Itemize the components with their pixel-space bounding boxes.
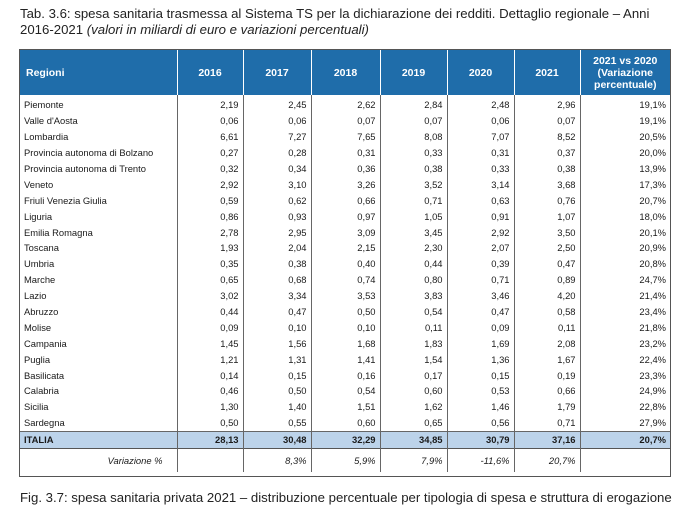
table-row: [20, 208, 670, 224]
table-row: [20, 113, 670, 129]
table-title: Tab. 3.6: spesa sanitaria trasmessa al Sistema TS per la dichiarazione dei redditi. Dettaglio regionale – Anni 2016-2021: [20, 6, 650, 37]
header-cell: 2019: [380, 50, 447, 95]
region-name-cell: Toscana: [20, 240, 177, 256]
value-cell: 4,20: [514, 288, 580, 304]
value-cell: 24,7%: [639, 274, 666, 286]
region-name-cell: Emilia Romagna: [20, 224, 177, 240]
value-cell: 0,68: [243, 272, 311, 288]
value-cell: 3,53: [311, 288, 380, 304]
value-cell: 0,91: [447, 208, 514, 224]
variation-row-box: [19, 446, 671, 477]
value-cell: 24,9%: [639, 385, 666, 397]
value-cell: 1,21: [177, 351, 243, 367]
value-cell: 1,62: [380, 399, 447, 415]
value-cell: 2,62: [311, 95, 380, 113]
value-cell: 0,35: [177, 256, 243, 272]
total-value-cell: 30,48: [243, 431, 311, 448]
table-row: [20, 224, 670, 240]
header-cell: 2016: [177, 50, 243, 95]
value-cell: 1,45: [177, 335, 243, 351]
value-cell: 0,09: [177, 319, 243, 335]
value-cell: 22,4%: [639, 353, 666, 365]
value-cell: 0,06: [447, 113, 514, 129]
value-cell: 0,37: [514, 145, 580, 161]
value-cell: 17,3%: [639, 178, 666, 190]
variation-label: Variazione %: [20, 446, 177, 472]
value-cell: 20,9%: [639, 242, 666, 254]
value-cell: 1,83: [380, 335, 447, 351]
table-row: [20, 319, 670, 335]
region-name-cell: Abruzzo: [20, 304, 177, 320]
value-cell: 1,67: [514, 351, 580, 367]
value-cell: 0,15: [447, 367, 514, 383]
value-cell: 0,44: [177, 304, 243, 320]
value-cell: 0,10: [243, 319, 311, 335]
value-cell: 20,8%: [639, 258, 666, 270]
value-cell: 0,31: [311, 145, 380, 161]
table-row: [20, 288, 670, 304]
value-cell: 18,0%: [639, 210, 666, 222]
value-cell: 0,09: [447, 319, 514, 335]
value-cell: 0,16: [311, 367, 380, 383]
header-cell: 2017: [243, 50, 311, 95]
value-cell: 21,4%: [639, 290, 666, 302]
value-cell: 0,15: [243, 367, 311, 383]
value-cell: 0,33: [380, 145, 447, 161]
value-cell: 1,36: [447, 351, 514, 367]
value-cell: 2,92: [447, 224, 514, 240]
value-cell: 0,06: [177, 113, 243, 129]
value-cell: 0,10: [311, 319, 380, 335]
value-cell: 0,86: [177, 208, 243, 224]
value-cell: 20,0%: [639, 147, 666, 159]
value-cell: 0,93: [243, 208, 311, 224]
table-row: [20, 335, 670, 351]
value-cell: 1,31: [243, 351, 311, 367]
value-cell: 0,71: [447, 272, 514, 288]
value-cell: 2,04: [243, 240, 311, 256]
table-caption: [20, 6, 670, 38]
value-cell: 13,9%: [639, 163, 666, 174]
value-cell: 0,76: [514, 192, 580, 208]
value-cell: 0,58: [514, 304, 580, 320]
region-name-cell: Molise: [20, 319, 177, 335]
value-cell: 1,46: [447, 399, 514, 415]
value-cell: 2,45: [243, 95, 311, 113]
variation-row: [20, 446, 670, 472]
header-cell: 2020: [447, 50, 514, 95]
value-cell: 1,30: [177, 399, 243, 415]
value-cell: 0,14: [177, 367, 243, 383]
region-name-cell: Marche: [20, 272, 177, 288]
value-cell: 0,71: [380, 192, 447, 208]
region-name-cell: Umbria: [20, 256, 177, 272]
value-cell: 2,84: [380, 95, 447, 113]
table-row: [20, 145, 670, 161]
value-cell: 7,07: [447, 129, 514, 145]
value-cell: 0,40: [311, 256, 380, 272]
regional-spending-table: [19, 49, 671, 449]
value-cell: 20,5%: [639, 131, 666, 143]
region-name-cell: Provincia autonoma di Trento: [20, 161, 177, 177]
value-cell: 8,08: [380, 129, 447, 145]
value-cell: 0,71: [514, 415, 580, 431]
value-cell: 0,38: [380, 161, 447, 177]
value-cell: 3,34: [243, 288, 311, 304]
value-cell: 2,07: [447, 240, 514, 256]
region-name-cell: Sicilia: [20, 399, 177, 415]
value-cell: 0,62: [243, 192, 311, 208]
value-cell: 0,50: [311, 304, 380, 320]
value-cell: 3,02: [177, 288, 243, 304]
value-cell: 1,51: [311, 399, 380, 415]
value-cell: 0,89: [514, 272, 580, 288]
value-cell: 1,68: [311, 335, 380, 351]
region-name-cell: Valle d'Aosta: [20, 113, 177, 129]
value-cell: 1,69: [447, 335, 514, 351]
value-cell: 3,10: [243, 176, 311, 192]
value-cell: 0,33: [447, 161, 514, 177]
value-cell: 3,83: [380, 288, 447, 304]
variation-cell: [580, 446, 670, 472]
table-row: [20, 272, 670, 288]
table-row: [20, 367, 670, 383]
value-cell: 2,48: [447, 95, 514, 113]
total-value-cell: 20,7%: [580, 431, 670, 448]
value-cell: 0,39: [447, 256, 514, 272]
value-cell: 0,97: [311, 208, 380, 224]
table-subtitle: (valori in miliardi di euro e variazioni percentuali): [86, 22, 369, 37]
value-cell: 3,46: [447, 288, 514, 304]
value-cell: 1,05: [380, 208, 447, 224]
value-cell: 3,09: [311, 224, 380, 240]
region-name-cell: Basilicata: [20, 367, 177, 383]
variation-cell: -11,6%: [447, 446, 514, 472]
value-cell: 0,47: [447, 304, 514, 320]
value-cell: 3,45: [380, 224, 447, 240]
value-cell: 3,26: [311, 176, 380, 192]
value-cell: 27,9%: [639, 417, 666, 429]
value-cell: 0,53: [447, 383, 514, 399]
header-row: [20, 50, 670, 95]
table-row: [20, 399, 670, 415]
value-cell: 0,50: [177, 415, 243, 431]
region-name-cell: Calabria: [20, 383, 177, 399]
region-name-cell: Lazio: [20, 288, 177, 304]
value-cell: 0,07: [311, 113, 380, 129]
value-cell: 8,52: [514, 129, 580, 145]
value-cell: 3,52: [380, 176, 447, 192]
value-cell: 22,8%: [639, 401, 666, 413]
value-cell: 0,59: [177, 192, 243, 208]
value-cell: 0,54: [380, 304, 447, 320]
value-cell: 0,31: [447, 145, 514, 161]
header-cell: 2021: [514, 50, 580, 95]
value-cell: 1,56: [243, 335, 311, 351]
variation-cell: 7,9%: [380, 446, 447, 472]
total-value-cell: 28,13: [177, 431, 243, 448]
value-cell: 20,1%: [639, 226, 666, 238]
value-cell: 2,96: [514, 95, 580, 113]
value-cell: 1,79: [514, 399, 580, 415]
value-cell: 3,14: [447, 176, 514, 192]
value-cell: 1,54: [380, 351, 447, 367]
value-cell: 1,41: [311, 351, 380, 367]
value-cell: 0,17: [380, 367, 447, 383]
value-cell: 0,11: [380, 319, 447, 335]
region-name-cell: Friuli Venezia Giulia: [20, 192, 177, 208]
value-cell: 7,27: [243, 129, 311, 145]
value-cell: 0,11: [514, 319, 580, 335]
value-cell: 0,34: [243, 161, 311, 177]
figure-caption: Fig. 3.7: spesa sanitaria privata 2021 – distribuzione percentuale per tipologia di spesa e struttura di erogazione: [20, 490, 672, 505]
header-cell: Regioni: [20, 50, 177, 95]
value-cell: 0,19: [514, 367, 580, 383]
table-row: [20, 176, 670, 192]
table-row: [20, 415, 670, 431]
header-cell: 2018: [311, 50, 380, 95]
value-cell: 20,7%: [639, 194, 666, 206]
value-cell: 0,44: [380, 256, 447, 272]
value-cell: 2,08: [514, 335, 580, 351]
value-cell: 0,80: [380, 272, 447, 288]
value-cell: 0,66: [311, 192, 380, 208]
value-cell: 21,8%: [639, 321, 666, 333]
region-name-cell: Provincia autonoma di Bolzano: [20, 145, 177, 161]
value-cell: 0,28: [243, 145, 311, 161]
value-cell: 0,47: [243, 304, 311, 320]
variation-cell: [177, 446, 243, 472]
value-cell: 0,55: [243, 415, 311, 431]
region-name-cell: Piemonte: [20, 95, 177, 113]
value-cell: 0,65: [177, 272, 243, 288]
value-cell: 23,2%: [639, 337, 666, 349]
table-row: [20, 256, 670, 272]
value-cell: 19,1%: [639, 115, 666, 127]
total-value-cell: 32,29: [311, 431, 380, 448]
value-cell: 0,66: [514, 383, 580, 399]
value-cell: 0,47: [514, 256, 580, 272]
value-cell: 1,07: [514, 208, 580, 224]
value-cell: 19,1%: [639, 99, 666, 111]
value-cell: 0,74: [311, 272, 380, 288]
value-cell: 23,4%: [639, 306, 666, 318]
value-cell: 0,46: [177, 383, 243, 399]
region-name-cell: Veneto: [20, 176, 177, 192]
variation-cell: 20,7%: [514, 446, 580, 472]
variation-cell: 5,9%: [311, 446, 380, 472]
value-cell: 0,50: [243, 383, 311, 399]
value-cell: 0,36: [311, 161, 380, 177]
value-cell: 3,50: [514, 224, 580, 240]
region-name-cell: Lombardia: [20, 129, 177, 145]
table-row: [20, 192, 670, 208]
value-cell: 2,92: [177, 176, 243, 192]
value-cell: 2,50: [514, 240, 580, 256]
table-row: [20, 129, 670, 145]
value-cell: 2,19: [177, 95, 243, 113]
table-row: [20, 351, 670, 367]
value-cell: 0,38: [243, 256, 311, 272]
value-cell: 0,60: [380, 383, 447, 399]
table-row: [20, 95, 670, 113]
value-cell: 23,3%: [639, 369, 666, 381]
region-name-cell: Campania: [20, 335, 177, 351]
value-cell: 7,65: [311, 129, 380, 145]
table-row: [20, 383, 670, 399]
table-row: [20, 161, 670, 177]
value-cell: 1,40: [243, 399, 311, 415]
header-cell: 2021 vs 2020 (Variazione percentuale): [580, 50, 670, 95]
value-cell: 2,95: [243, 224, 311, 240]
value-cell: 2,30: [380, 240, 447, 256]
table-row: [20, 240, 670, 256]
total-value-cell: 34,85: [380, 431, 447, 448]
value-cell: 0,07: [380, 113, 447, 129]
total-value-cell: 30,79: [447, 431, 514, 448]
value-cell: 0,54: [311, 383, 380, 399]
variation-cell: 8,3%: [243, 446, 311, 472]
value-cell: 0,32: [177, 161, 243, 177]
value-cell: 0,65: [380, 415, 447, 431]
value-cell: 0,38: [514, 161, 580, 177]
region-name-cell: Sardegna: [20, 415, 177, 431]
value-cell: 0,63: [447, 192, 514, 208]
value-cell: 0,60: [311, 415, 380, 431]
value-cell: 0,07: [514, 113, 580, 129]
total-value-cell: 37,16: [514, 431, 580, 448]
region-name-cell: Liguria: [20, 208, 177, 224]
value-cell: 6,61: [177, 129, 243, 145]
value-cell: 1,93: [177, 240, 243, 256]
region-name-cell: Puglia: [20, 351, 177, 367]
value-cell: 0,27: [177, 145, 243, 161]
total-label-cell: ITALIA: [20, 431, 177, 448]
value-cell: 0,06: [243, 113, 311, 129]
table-row: [20, 304, 670, 320]
value-cell: 0,56: [447, 415, 514, 431]
value-cell: 3,68: [514, 176, 580, 192]
value-cell: 2,78: [177, 224, 243, 240]
value-cell: 2,15: [311, 240, 380, 256]
